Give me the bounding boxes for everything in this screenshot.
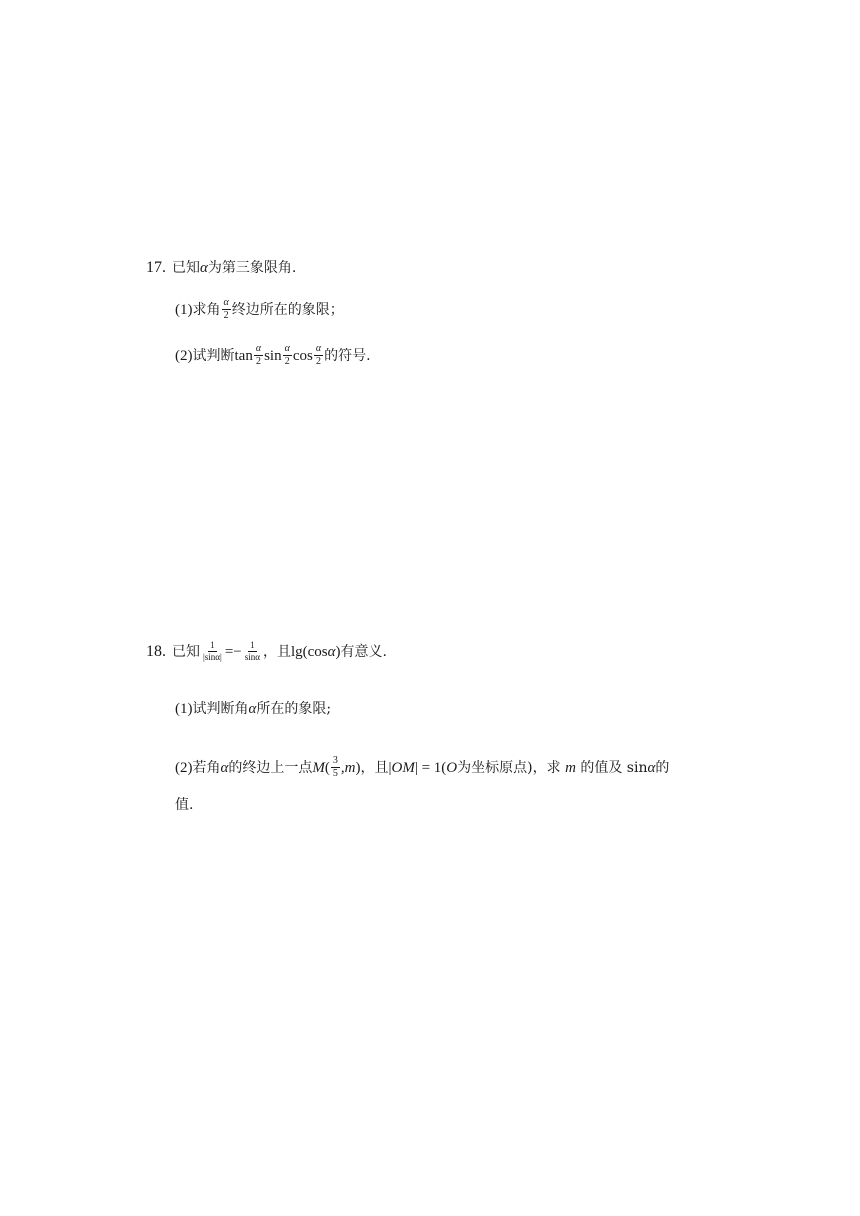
problem-18-part-2 [175, 756, 669, 779]
segment-om: OM [391, 759, 415, 776]
part-text: 的符号. [324, 347, 371, 364]
part-text: 的终边上一点 [228, 759, 313, 776]
three-fifths-fraction [331, 756, 340, 779]
part-text: 为坐标原点)，求 [457, 759, 566, 776]
problem-18-part-2-continuation [175, 795, 193, 815]
equals-one: = 1( [417, 759, 447, 776]
part-label: (2) [175, 759, 193, 776]
part-text: ，且 [360, 759, 389, 776]
lhs-fraction [201, 641, 224, 662]
origin-o: O [446, 759, 458, 776]
fraction-numerator: α [284, 343, 290, 354]
stem-suffix: 为第三象限角. [207, 260, 297, 276]
fraction-denominator: 2 [284, 356, 290, 367]
variable-m: m [565, 759, 576, 776]
part-text: 的值及 sin [575, 759, 648, 776]
fraction-denominator: 2 [223, 310, 229, 321]
sin-function: sin [264, 347, 282, 364]
problem-17-stem [146, 258, 296, 278]
fraction-numerator: α [315, 343, 322, 354]
problem-17-part-2 [175, 344, 371, 367]
part-label: (2) [175, 347, 193, 364]
stem-suffix: 有意义. [340, 643, 387, 660]
part-text: 的 [655, 759, 670, 776]
stem-prefix: 已知 [172, 260, 200, 276]
part-text: 所在的象限; [256, 701, 332, 717]
abs-bar: | [388, 759, 392, 776]
part-text: 试判断角 [192, 701, 249, 717]
equals-minus: =− [224, 643, 242, 660]
fraction-numerator: 1 [250, 640, 255, 650]
open-paren: ( [324, 759, 330, 776]
alpha-variable: α [220, 759, 229, 776]
problem-17-part-1 [175, 298, 344, 321]
fraction-numerator: 1 [210, 640, 215, 650]
fraction-denominator: |sinα| [203, 652, 222, 662]
problem-number: 17. [146, 259, 166, 276]
fraction-denominator: sinα [244, 652, 260, 662]
comma: , [340, 759, 345, 776]
variable-m: m [344, 759, 356, 776]
lg-cos-expression: lg(cos [290, 643, 328, 660]
point-m: M [312, 759, 325, 776]
part-label: (1) [175, 701, 193, 717]
rhs-fraction [243, 641, 262, 662]
cos-function: cos [292, 347, 313, 364]
half-alpha-fraction [222, 298, 231, 321]
close-paren: ) [335, 643, 341, 660]
close-paren: ) [355, 759, 361, 776]
half-alpha-fraction [254, 344, 263, 367]
abs-bar: | [414, 759, 418, 776]
problem-18-part-1 [175, 699, 331, 719]
fraction-denominator: 5 [332, 768, 338, 779]
half-alpha-fraction [314, 344, 323, 367]
part-text: 值. [175, 797, 194, 813]
alpha-variable: α [248, 701, 257, 717]
problem-18-stem [146, 641, 387, 662]
fraction-numerator: 3 [332, 755, 338, 766]
fraction-numerator: α [223, 297, 229, 308]
fraction-numerator: α [255, 343, 262, 354]
fraction-denominator: 2 [255, 356, 261, 367]
alpha-variable: α [647, 759, 656, 776]
part-text: 终边所在的象限； [231, 301, 344, 318]
alpha-variable: α [327, 643, 336, 660]
part-text: 求角 [192, 301, 221, 318]
tan-function: tan [234, 347, 253, 364]
part-text: 若角 [192, 759, 221, 776]
alpha-variable: α [200, 260, 208, 276]
stem-mid: ，且 [262, 643, 291, 660]
fraction-denominator: 2 [315, 356, 321, 367]
part-text: 试判断 [192, 347, 235, 364]
half-alpha-fraction [283, 344, 292, 367]
stem-prefix: 已知 [172, 643, 200, 660]
part-label: (1) [175, 301, 193, 318]
problem-number: 18. [146, 642, 166, 660]
